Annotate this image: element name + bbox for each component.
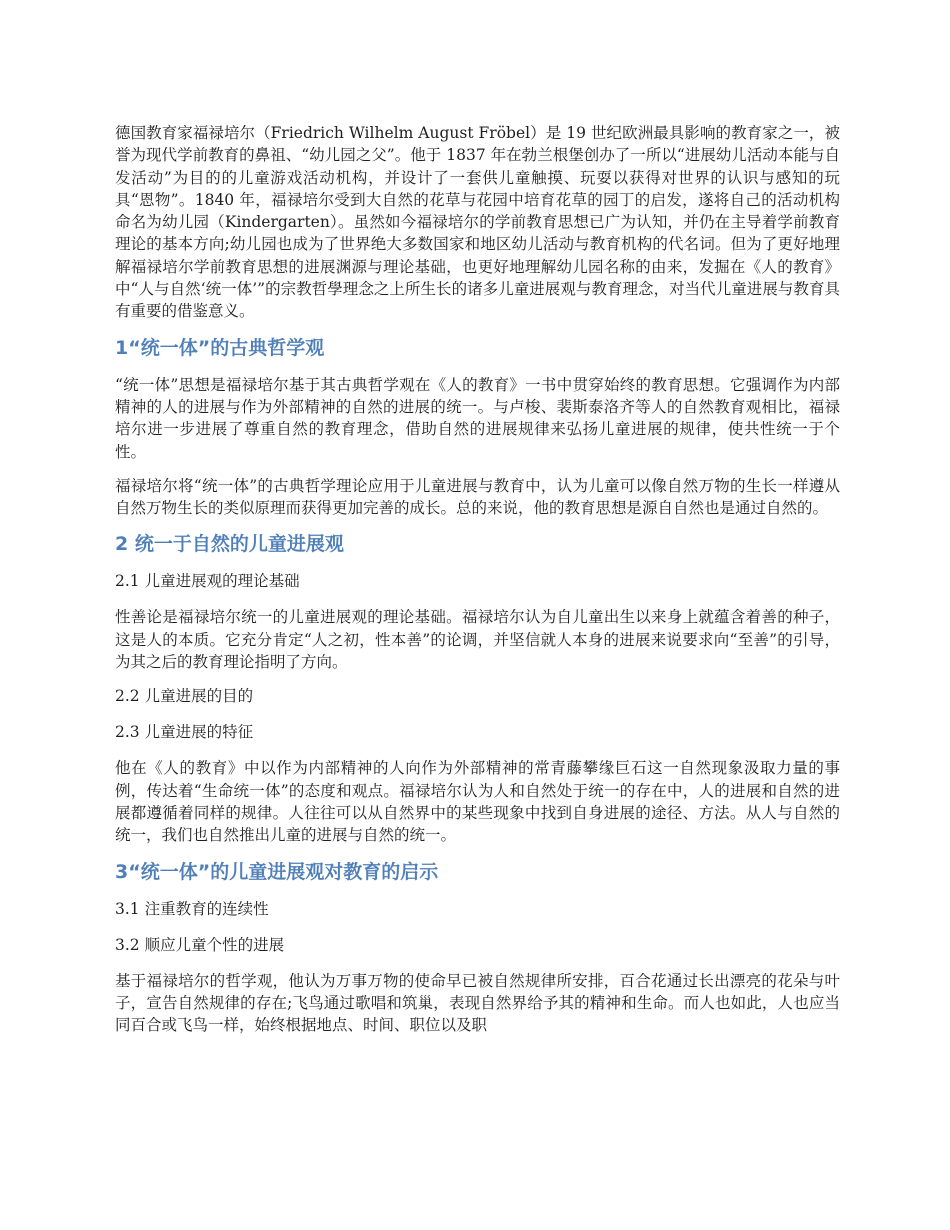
section-2-paragraph-1: 性善论是福禄培尔统一的儿童进展观的理论基础。福禄培尔认为自儿童出生以来身上就蕴含着善的种子，这是人的本质。它充分肯定“人之初，性本善”的论调，并坚信就人本身的进展来说要求向“至善”的引导，为其之后的教育理论指明了方向。 [115, 608, 840, 672]
section-1-heading: 1“统一体”的古典哲学观 [115, 336, 325, 359]
section-3-heading: 3“统一体”的儿童进展观对教育的启示 [115, 860, 439, 883]
document-page [115, 122, 840, 1048]
subsection-3-2-heading: 3.2 顺应儿童个性的进展 [115, 935, 285, 954]
section-1-paragraph-1: “统一体”思想是福禄培尔基于其古典哲学观在《人的教育》一书中贯穿始终的教育思想。它强调作为内部精神的人的进展与作为外部精神的自然的进展的统一。与卢梭、裴斯泰洛齐等人的自然教育观相比，福禄培尔进一步进展了尊重自然的教育理念，借助自然的进展规律来弘扬儿童进展的规律，使共性统一于个性。 [115, 375, 840, 461]
subsection-2-3-heading: 2.3 儿童进展的特征 [115, 723, 254, 742]
subsection-2-2-heading: 2.2 儿童进展的目的 [115, 687, 254, 706]
section-2-heading: 2 统一于自然的儿童进展观 [115, 533, 344, 556]
intro-paragraph: 德国教育家福禄培尔（Friedrich Wilhelm August Fröbel）是 19 世纪欧洲最具影响的教育家之一，被誉为现代学前教育的鼻祖、“幼儿园之父”。他于 1837 年在勃兰根堡创办了一所以“进展幼儿活动本能与自发活动”为目的的儿童游戏活动机构，并设计了一套供儿童触摸、玩耍以获得对世界的认识与感知的玩具“恩物”。1840 年，福禄培尔受到大自然的花草与花园中培育花草的园丁的启发，遂将自己的活动机构命名为幼儿园（Kindergarten）。虽然如今福禄培尔的学前教育思想已广为认知，并仍在主导着学前教育理论的基本方向;幼儿园也成为了世界绝大多数国家和地区幼儿活动与教育机构的代名词。但为了更好地理解福禄培尔学前教育思想的进展渊源与理论基础，也更好地理解幼儿园名称的由来，发掘在《人的教育》中“人与自然‘统一体’”的宗教哲學理念之上所生长的诸多儿童进展观与教育理念，对当代儿童进展与教育具有重要的借鉴意义。 [115, 124, 840, 321]
section-1-paragraph-2: 福禄培尔将“统一体”的古典哲学理论应用于儿童进展与教育中，认为儿童可以像自然万物的生长一样遵从自然万物生长的类似原理而获得更加完善的成长。总的来说，他的教育思想是源自自然也是通过自然的。 [115, 476, 840, 518]
section-3-paragraph-1: 基于福禄培尔的哲学观，他认为万事万物的使命早已被自然规律所安排，百合花通过长出漂亮的花朵与叶子，宣告自然规律的存在;飞鸟通过歌唱和筑巢，表现自然界给予其的精神和生命。而人也如此，人也应当同百合或飞鸟一样，始终根据地点、时间、职位以及职 [115, 971, 840, 1035]
subsection-3-1-heading: 3.1 注重教育的连续性 [115, 899, 269, 918]
subsection-2-1-heading: 2.1 儿童进展观的理论基础 [115, 572, 300, 591]
section-2-paragraph-2: 他在《人的教育》中以作为内部精神的人向作为外部精神的常青藤攀缘巨石这一自然现象汲取力量的事例，传达着“生命统一体”的态度和观点。福禄培尔认为人和自然处于统一的存在中，人的进展和自然的进展都遵循着同样的规律。人往往可以从自然界中的某些现象中找到自身进展的途径、方法。从人与自然的统一，我们也自然推出儿童的进展与自然的统一。 [115, 759, 840, 845]
